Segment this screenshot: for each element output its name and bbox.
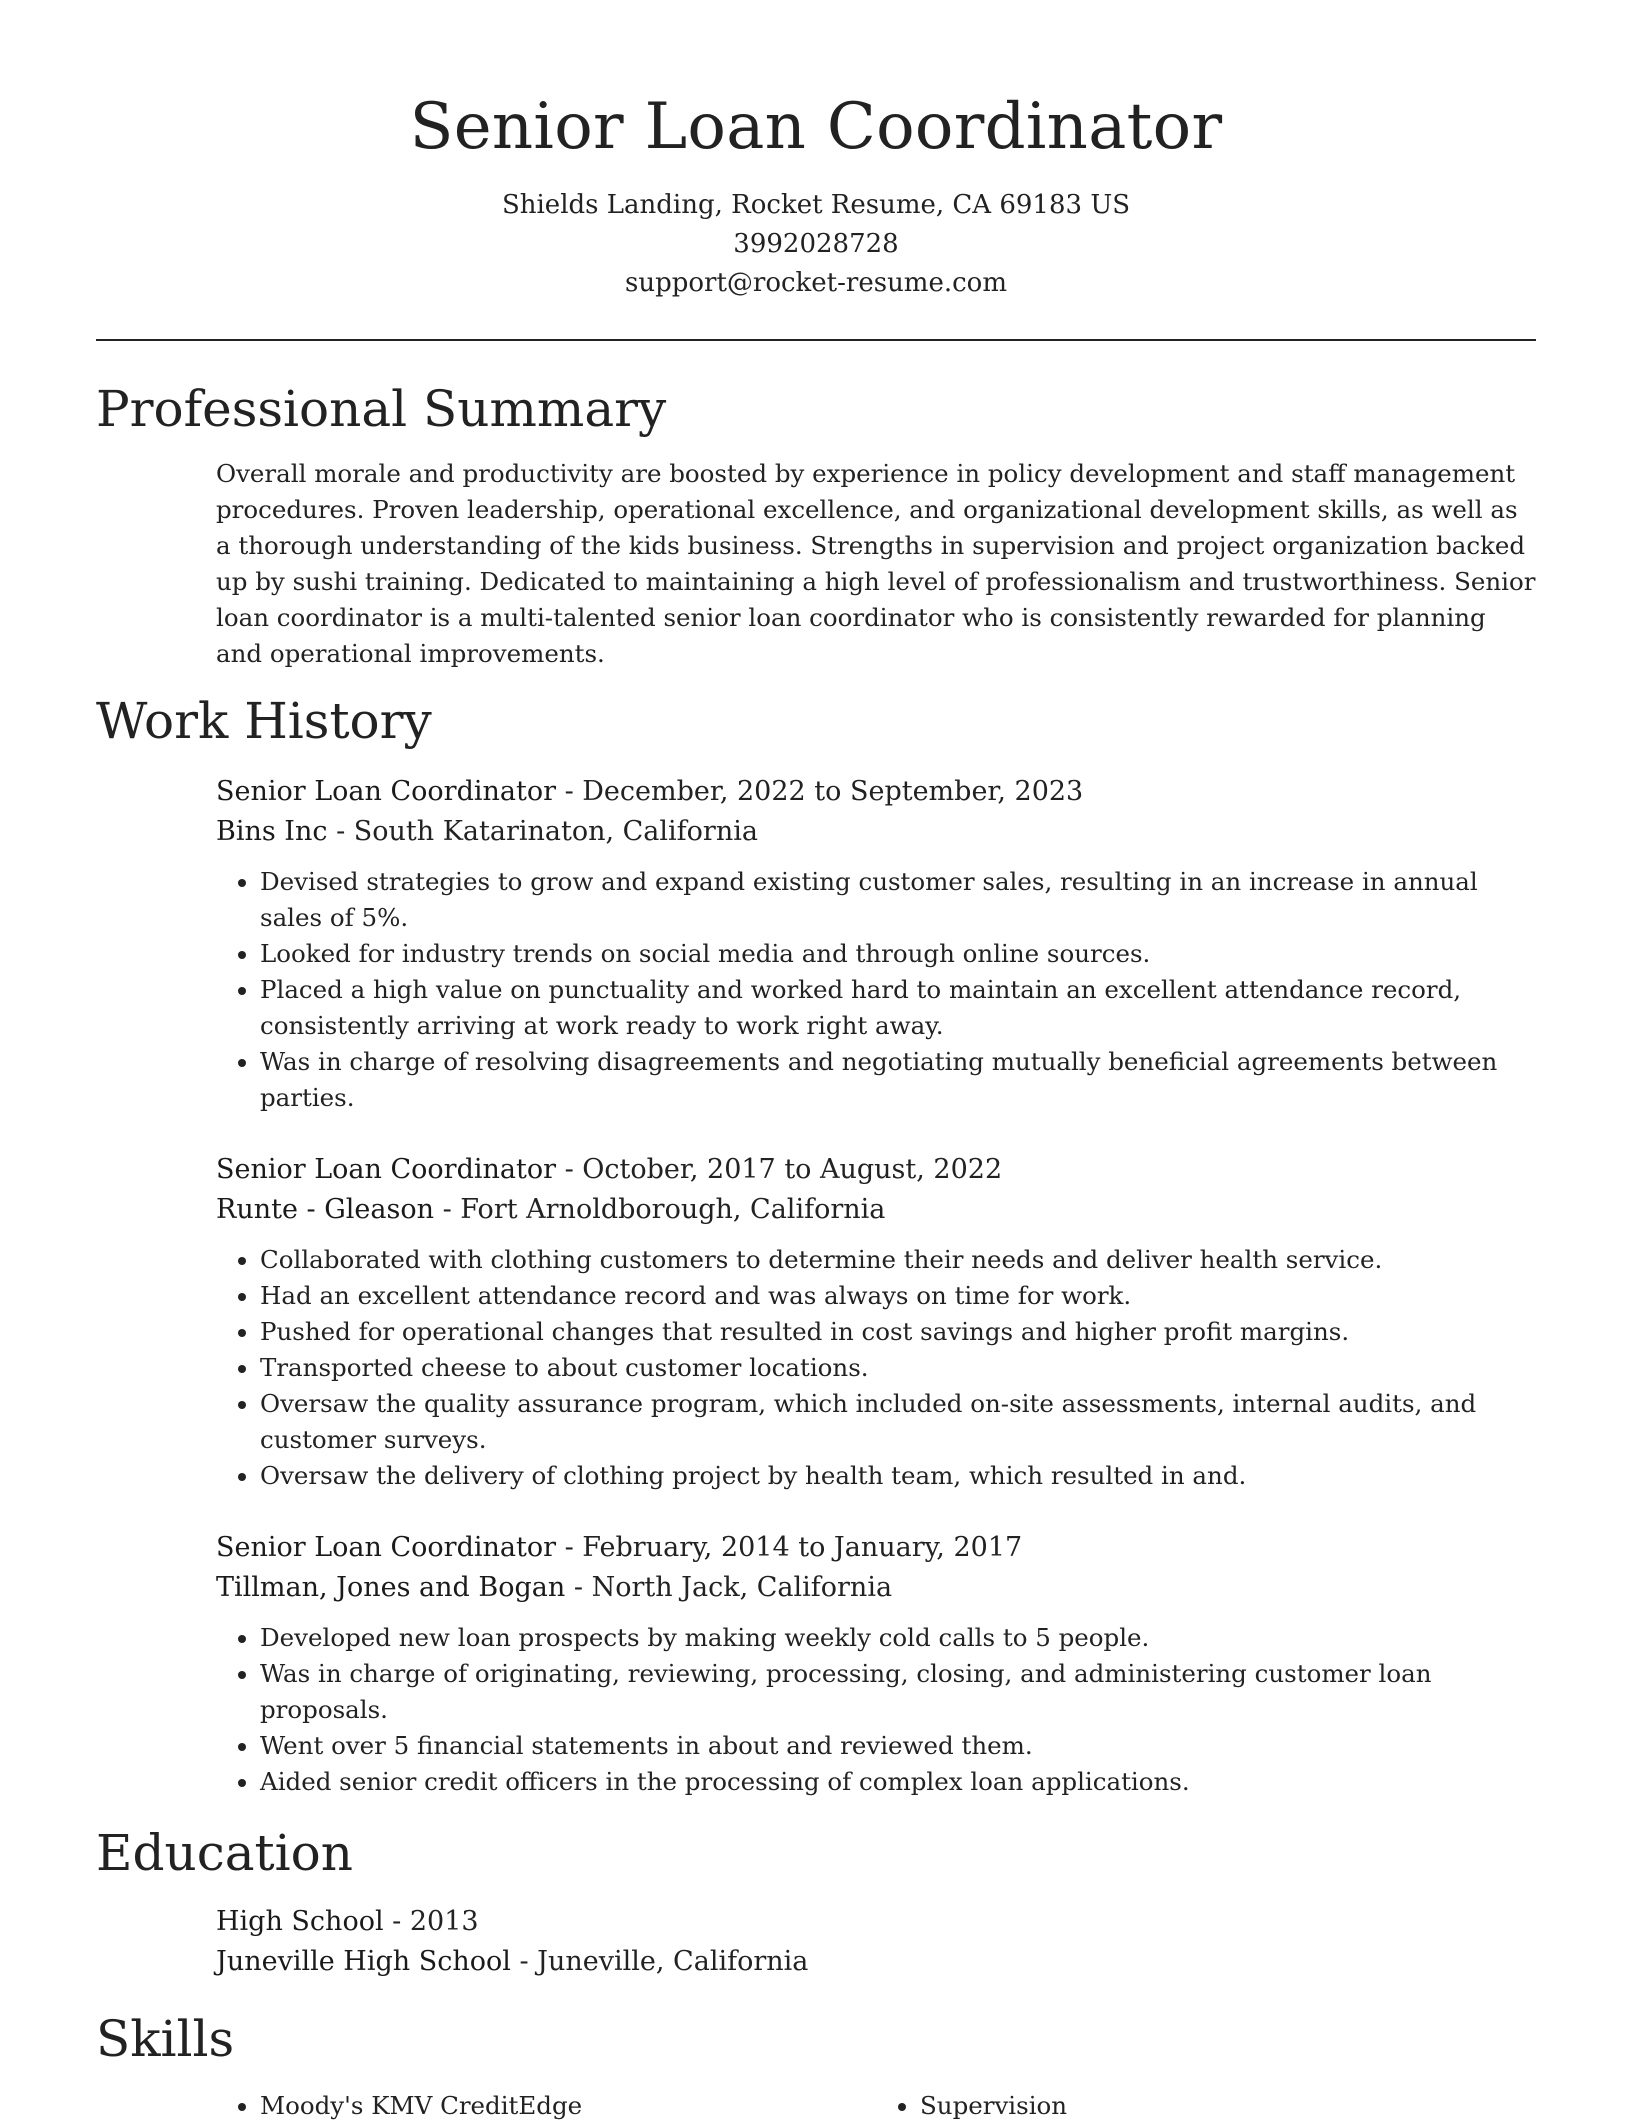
header-divider [96, 339, 1536, 341]
job-bullets [216, 1620, 1536, 1800]
education-entry [216, 1902, 1536, 1982]
job-location: - South Katarinaton, California [327, 816, 758, 847]
job-dates: - February, 2014 to January, 2017 [556, 1532, 1023, 1563]
job-bullet: • Had an excellent attendance record and was always on time for work. [260, 1278, 1536, 1314]
job-location: - North Jack, California [565, 1572, 893, 1603]
job-title-line [216, 772, 1536, 812]
job-bullet: • Looked for industry trends on social media and through online sources. [260, 936, 1536, 972]
skills-list [216, 2088, 1536, 2124]
job-dates: - December, 2022 to September, 2023 [556, 776, 1084, 807]
job-entry [216, 772, 1536, 1116]
job-title-line [216, 1150, 1536, 1190]
contact-block [96, 186, 1536, 303]
summary-heading: Professional Summary [96, 380, 667, 438]
education-location: - Juneville, California [510, 1946, 809, 1977]
resume-page [96, 0, 1536, 2124]
job-bullets [216, 1242, 1536, 1494]
contact-email: support@rocket-resume.com [624, 268, 1007, 298]
job-bullet: • Devised strategies to grow and expand existing customer sales, resulting in an increase in annual sales of 5%. [260, 864, 1536, 936]
job-role: Senior Loan Coordinator [216, 1154, 556, 1185]
education-degree: High School [216, 1906, 384, 1937]
education-school-line [216, 1942, 1536, 1982]
job-company-line [216, 812, 1536, 852]
contact-phone: 3992028728 [733, 229, 899, 259]
job-title-line [216, 1528, 1536, 1568]
job-bullet: • Collaborated with clothing customers to determine their needs and deliver health service. [260, 1242, 1536, 1278]
job-role: Senior Loan Coordinator [216, 776, 556, 807]
job-dates: - October, 2017 to August, 2022 [556, 1154, 1003, 1185]
job-entry [216, 1528, 1536, 1800]
job-role: Senior Loan Coordinator [216, 1532, 556, 1563]
work-history-heading: Work History [96, 692, 432, 750]
job-bullets [216, 864, 1536, 1116]
skills-column-left [216, 2088, 876, 2124]
job-bullet: • Aided senior credit officers in the processing of complex loan applications. [260, 1764, 1536, 1800]
resume-name: Senior Loan Coordinator [409, 90, 1223, 164]
education-school: Juneville High School [216, 1946, 511, 1977]
job-entry [216, 1150, 1536, 1494]
job-bullet: • Transported cheese to about customer locations. [260, 1350, 1536, 1386]
job-bullet: • Was in charge of originating, reviewing, processing, closing, and administering customer loan proposals. [260, 1656, 1536, 1728]
job-location: - Fort Arnoldborough, California [434, 1194, 886, 1225]
job-bullet: • Went over 5 financial statements in about and reviewed them. [260, 1728, 1536, 1764]
skill-item: • Supervision [920, 2088, 1536, 2124]
education-heading: Education [96, 1824, 353, 1882]
skills-column-right [876, 2088, 1536, 2124]
skills-heading: Skills [96, 2010, 235, 2068]
education-degree-line [216, 1902, 1536, 1942]
job-company-line [216, 1568, 1536, 1608]
education-year: - 2013 [383, 1906, 479, 1937]
job-bullet: • Placed a high value on punctuality and worked hard to maintain an excellent attendance record, consistently arriving at work ready to work right away. [260, 972, 1536, 1044]
summary-text: Overall morale and productivity are boosted by experience in policy development and staff management procedures. Proven leadership, operational excellence, and organizational development skills, as well as a thorough understanding of the kids business. Strengths in supervision and project organization backed up by sushi training. Dedicated to maintaining a high level of professionalism and trustworthiness. Senior loan coordinator is a multi-talented senior loan coordinator who is consistently rewarded for planning and operational improvements. [216, 459, 1536, 668]
contact-address: Shields Landing, Rocket Resume, CA 69183 US [501, 190, 1131, 220]
job-company: Bins Inc [216, 816, 328, 847]
job-company: Tillman, Jones and Bogan [216, 1572, 566, 1603]
job-bullet: • Developed new loan prospects by making weekly cold calls to 5 people. [260, 1620, 1536, 1656]
job-company-line [216, 1190, 1536, 1230]
job-company: Runte - Gleason [216, 1194, 435, 1225]
job-bullet: • Was in charge of resolving disagreements and negotiating mutually beneficial agreements between parties. [260, 1044, 1536, 1116]
job-bullet: • Oversaw the delivery of clothing project by health team, which resulted in and. [260, 1458, 1536, 1494]
skill-item: • Moody's KMV CreditEdge [260, 2088, 876, 2124]
job-bullet: • Pushed for operational changes that resulted in cost savings and higher profit margins. [260, 1314, 1536, 1350]
job-bullet: • Oversaw the quality assurance program, which included on-site assessments, internal audits, and customer surveys. [260, 1386, 1536, 1458]
